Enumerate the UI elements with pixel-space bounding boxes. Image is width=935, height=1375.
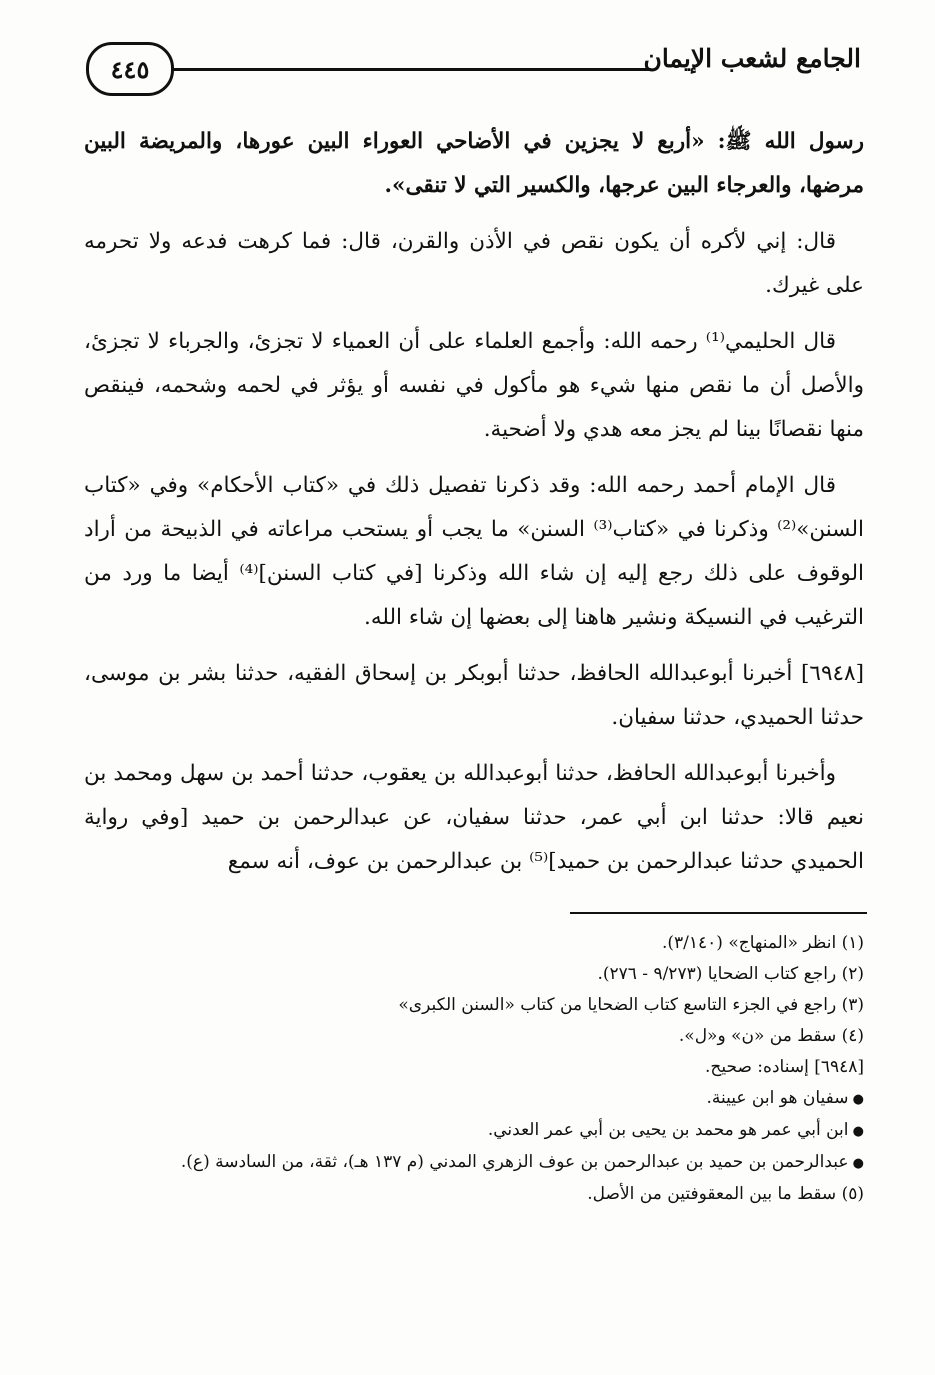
page-number: ٤٤٥ <box>86 42 174 96</box>
book-title: الجامع لشعب الإيمان <box>643 44 861 73</box>
footnote-5: (٥) سقط ما بين المعقوفتين من الأصل. <box>587 1184 864 1204</box>
footnote-1: (١) انظر «المنهاج» (٣/١٤٠). <box>661 933 864 953</box>
footnotes <box>84 928 864 1210</box>
footnote-bullet-1: ● سفيان هو ابن عيينة. <box>84 1083 864 1115</box>
paragraph-6: وأخبرنا أبوعبدالله الحافظ، حدثنا أبوعبدالله بن يعقوب، حدثنا أحمد بن سهل ومحمد بن نعيم قالا: حدثنا ابن أبي عمر، حدثنا سفيان، عن عبدالرحمن بن حميد [وفي رواية الحميدي حدثنا عبدالرحمن بن حميد]⁽⁵⁾ بن عبدالرحمن بن عوف، أنه سمع <box>84 761 864 874</box>
paragraph-1: رسول الله ﷺ: «أربع لا يجزين في الأضاحي العوراء البين عورها، والمريضة البين مرضها، والعرجاء البين عرجها، والكسير التي لا تنقى». <box>84 129 864 198</box>
footnote-4: (٤) سقط من «ن» و«ل». <box>678 1026 864 1046</box>
footnote-3: (٣) راجع في الجزء التاسع كتاب الضحايا من كتاب «السنن الكبرى» <box>398 995 864 1015</box>
paragraph-2: قال: إني لأكره أن يكون نقص في الأذن والقرن، قال: فما كرهت فدعه ولا تحرمه على غيرك. <box>84 229 864 298</box>
paragraph-3: قال الحليمي⁽¹⁾ رحمه الله: وأجمع العلماء على أن العمياء لا تجزئ، والجرباء لا تجزئ، والأصل أن ما نقص منها شيء هو مأكول في نفسه أو يؤثر في لحمه وشحمه، فينقص منها نقصانًا بينا لم يجز معه هدي ولا أضحية. <box>84 329 864 442</box>
page-header <box>86 38 861 98</box>
paragraph-4: قال الإمام أحمد رحمه الله: وقد ذكرنا تفصيل ذلك في «كتاب الأحكام» وفي «كتاب السنن»⁽²⁾ وذكرنا في «كتاب⁽³⁾ السنن» ما يجب أو يستحب مراعاته في الذبيحة من أراد الوقوف على ذلك رجع إليه إن شاء الله وذكرنا [في كتاب السنن]⁽⁴⁾ أيضا ما ورد من الترغيب في النسيكة ونشير هاهنا إلى بعضها إن شاء الله. <box>84 473 864 630</box>
header-rule <box>171 68 651 71</box>
footnote-bullet-3: ● عبدالرحمن بن حميد بن عبدالرحمن بن عوف الزهري المدني (م ١٣٧ هـ)، ثقة، من السادسة (ع). <box>84 1147 864 1179</box>
paragraph-5: [٦٩٤٨] أخبرنا أبوعبدالله الحافظ، حدثنا أبوبكر بن إسحاق الفقيه، حدثنا بشر بن موسى، حدثنا الحميدي، حدثنا سفيان. <box>84 661 864 730</box>
footnote-bullet-2: ● ابن أبي عمر هو محمد بن يحيى بن أبي عمر العدني. <box>84 1115 864 1147</box>
footnote-rule <box>570 912 867 914</box>
footnote-2: (٢) راجع كتاب الضحايا (٩/٢٧٣ - ٢٧٦). <box>597 964 864 984</box>
footnote-isnad: [٦٩٤٨] إسناده: صحيح. <box>704 1057 864 1077</box>
main-text <box>84 120 864 896</box>
